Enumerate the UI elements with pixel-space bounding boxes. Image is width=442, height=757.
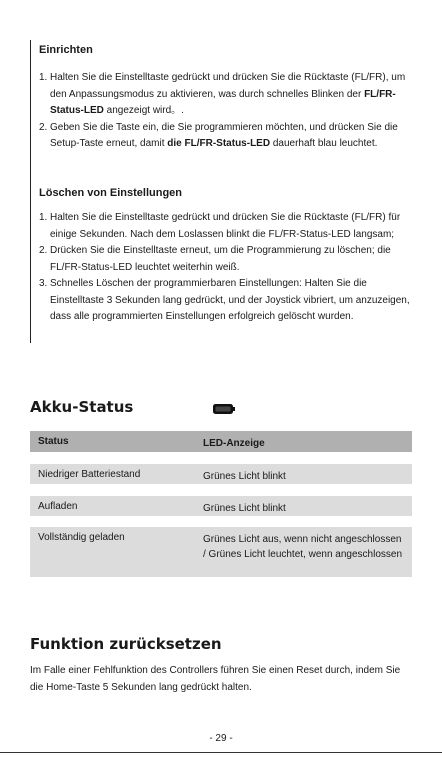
loeschen-list xyxy=(39,210,411,326)
led-cell: Grünes Licht blinkt xyxy=(203,471,286,482)
akku-status-title: Akku-Status xyxy=(30,398,134,416)
table-row xyxy=(30,527,412,577)
loeschen-item-1 xyxy=(39,210,411,243)
status-cell: Vollständig geladen xyxy=(38,532,125,543)
item-number: 1. xyxy=(39,212,48,223)
einrichten-list xyxy=(39,70,411,153)
item-text-end: dauerhaft blau leuchtet. xyxy=(270,138,378,149)
table-row xyxy=(30,464,412,484)
loeschen-item-3 xyxy=(39,276,411,326)
instructions-box xyxy=(30,40,413,343)
item-number: 1. xyxy=(39,72,48,83)
status-cell: Aufladen xyxy=(38,501,78,512)
led-cell: Grünes Licht aus, wenn nicht angeschlossen / Grünes Licht leuchtet, wenn angeschlossen xyxy=(203,534,403,560)
item-bold-text: die FL/FR-Status-LED xyxy=(167,138,271,149)
item-number: 3. xyxy=(39,278,48,289)
table-row xyxy=(30,496,412,516)
loeschen-heading: Löschen von Einstellungen xyxy=(39,187,183,199)
item-text: Schnelles Löschen der programmierbaren Einstellungen: Halten Sie die Einstelltaste 3 Sekunden lang gedrückt, und der Joystick vibriert, um anzuzeigen, dass alle programmierten Einstellungen erfolgreich gelöscht wurden. xyxy=(50,278,410,322)
einrichten-heading: Einrichten xyxy=(39,44,93,56)
battery-icon xyxy=(213,404,235,414)
item-text-end: angezeigt wird。. xyxy=(103,105,184,116)
item-bold-text: FL/FR-Status-LED xyxy=(50,88,396,116)
loeschen-item-2 xyxy=(39,243,411,276)
led-cell: Grünes Licht blinkt xyxy=(203,503,286,514)
reset-title: Funktion zurücksetzen xyxy=(30,635,222,653)
table-header-row xyxy=(30,431,412,452)
item-number: 2. xyxy=(39,245,48,256)
column-header-led: LED-Anzeige xyxy=(203,438,265,449)
item-text: Halten Sie die Einstelltaste gedrückt und drücken Sie die Rücktaste (FL/FR) für einige Sekunden. Nach dem Loslassen blinkt die FL/FR-Status-LED langsam; xyxy=(50,212,401,240)
item-text: Geben Sie die Taste ein, die Sie programmieren möchten, und drücken Sie die Setup-Taste erneut, damit xyxy=(50,121,398,149)
status-cell: Niedriger Batteriestand xyxy=(38,469,141,480)
einrichten-item-2 xyxy=(39,120,411,153)
item-text: Halten Sie die Einstelltaste gedrückt und drücken Sie die Rücktaste (FL/FR), um den Anpassungsmodus zu aktivieren, was durch schnelles Blinken der xyxy=(50,72,406,100)
item-number: 2. xyxy=(39,121,48,133)
column-header-status: Status xyxy=(38,436,69,447)
reset-paragraph: Im Falle einer Fehlfunktion des Controllers führen Sie einen Reset durch, indem Sie die Home-Taste 5 Sekunden lang gedrückt halten. xyxy=(30,665,401,693)
page-number: - 29 - xyxy=(209,733,233,744)
einrichten-item-1 xyxy=(39,70,411,120)
footer-divider xyxy=(0,752,442,753)
item-text: Drücken Sie die Einstelltaste erneut, um die Programmierung zu löschen; die FL/FR-Status-LED leuchtet weiterhin weiß. xyxy=(50,245,391,273)
